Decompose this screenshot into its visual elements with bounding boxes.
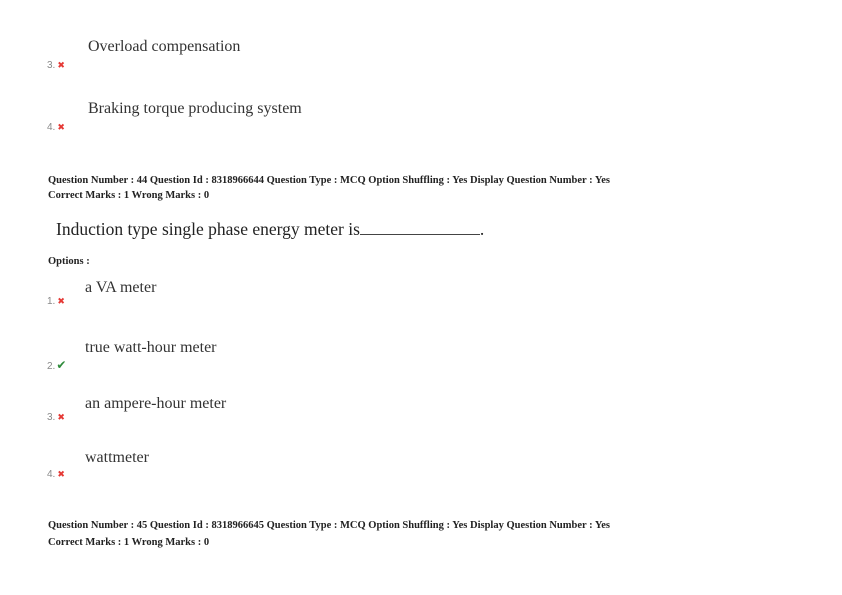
prev-option-3-number: 3. ✖ (47, 60, 65, 71)
q44-option-3-text: an ampere-hour meter (85, 395, 227, 412)
check-mark-icon: ✔ (56, 358, 67, 372)
q44-option-2-number: 2.✔ (47, 358, 67, 372)
q44-option-1-text: a VA meter (85, 279, 157, 296)
q44-meta-line2: Correct Marks : 1 Wrong Marks : 0 (48, 190, 210, 201)
q45-meta-line2: Correct Marks : 1 Wrong Marks : 0 (48, 537, 210, 548)
wrong-mark-icon: ✖ (57, 296, 65, 306)
q44-question-text: Induction type single phase energy meter is . (56, 219, 485, 239)
options-label: Options : (48, 256, 90, 267)
q44-option-2-text: true watt-hour meter (85, 339, 217, 356)
q45-meta-line1: Question Number : 45 Question Id : 8318966645 Question Type : MCQ Option Shuffling : Yes Display Question Number : Yes (48, 520, 611, 531)
wrong-mark-icon: ✖ (57, 122, 65, 132)
prev-option-3-text: Overload compensation (88, 38, 241, 55)
q44-option-4-number: 4. ✖ (47, 469, 65, 480)
prev-option-4-number: 4. ✖ (47, 122, 65, 133)
wrong-mark-icon: ✖ (57, 60, 65, 70)
q44-meta-line1: Question Number : 44 Question Id : 8318966644 Question Type : MCQ Option Shuffling : Yes Display Question Number : Yes (48, 175, 611, 186)
answer-blank (360, 220, 480, 235)
q44-option-3-number: 3. ✖ (47, 412, 65, 423)
q44-option-4-text: wattmeter (85, 449, 149, 466)
wrong-mark-icon: ✖ (57, 412, 65, 422)
prev-option-4-text: Braking torque producing system (88, 100, 302, 117)
wrong-mark-icon: ✖ (57, 469, 65, 479)
q44-option-1-number: 1. ✖ (47, 296, 65, 307)
